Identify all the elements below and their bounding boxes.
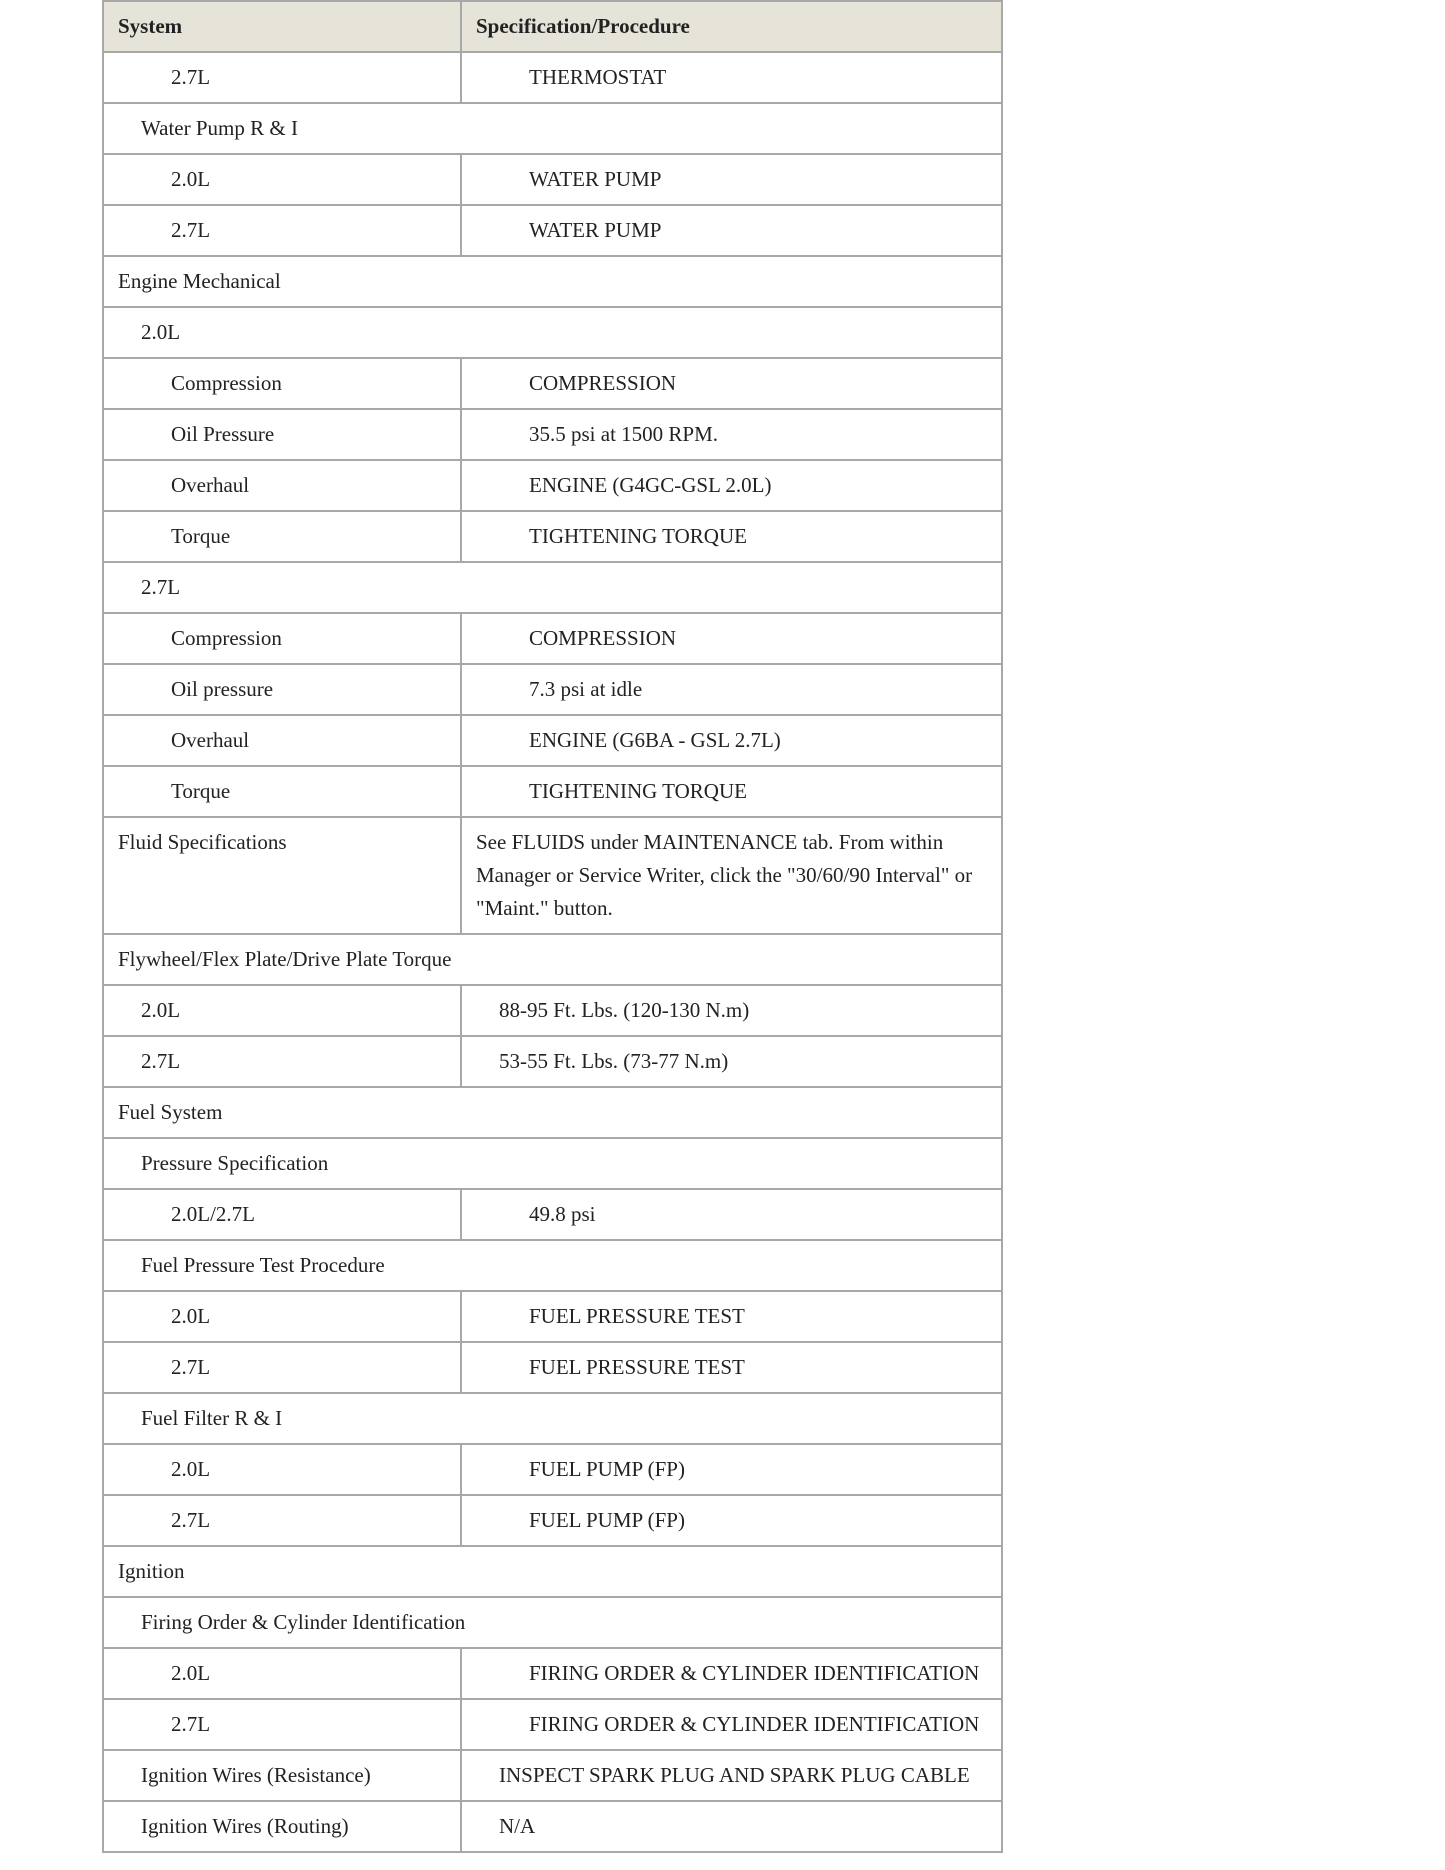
- specification-cell[interactable]: TIGHTENING TORQUE: [461, 766, 1002, 817]
- section-label: Flywheel/Flex Plate/Drive Plate Torque: [103, 934, 1002, 985]
- specification-cell[interactable]: ENGINE (G6BA - GSL 2.7L): [461, 715, 1002, 766]
- system-cell: Oil Pressure: [103, 409, 461, 460]
- column-header-system: System: [103, 1, 461, 52]
- specification-cell[interactable]: FUEL PRESSURE TEST: [461, 1291, 1002, 1342]
- specification-cell: 53-55 Ft. Lbs. (73-77 N.m): [461, 1036, 1002, 1087]
- section-label: Fuel System: [103, 1087, 1002, 1138]
- specification-cell[interactable]: WATER PUMP: [461, 154, 1002, 205]
- specification-cell[interactable]: FUEL PUMP (FP): [461, 1444, 1002, 1495]
- table-row: [103, 613, 1002, 664]
- table-section-row: [103, 562, 1002, 613]
- specification-cell: 88-95 Ft. Lbs. (120-130 N.m): [461, 985, 1002, 1036]
- table-row: [103, 766, 1002, 817]
- table-section-row: [103, 1597, 1002, 1648]
- section-label: Pressure Specification: [103, 1138, 1002, 1189]
- section-label: Ignition: [103, 1546, 1002, 1597]
- table-body: [103, 52, 1002, 1852]
- specification-cell[interactable]: COMPRESSION: [461, 613, 1002, 664]
- table-row: [103, 1495, 1002, 1546]
- specification-cell[interactable]: FIRING ORDER & CYLINDER IDENTIFICATION: [461, 1648, 1002, 1699]
- system-cell: 2.7L: [103, 205, 461, 256]
- system-cell: 2.0L: [103, 1291, 461, 1342]
- table-section-row: [103, 256, 1002, 307]
- system-cell: Oil pressure: [103, 664, 461, 715]
- table-section-row: [103, 1240, 1002, 1291]
- system-cell: 2.7L: [103, 52, 461, 103]
- section-label: Water Pump R & I: [103, 103, 1002, 154]
- table-row: [103, 715, 1002, 766]
- specification-cell[interactable]: THERMOSTAT: [461, 52, 1002, 103]
- system-cell: 2.0L/2.7L: [103, 1189, 461, 1240]
- table-row: [103, 1801, 1002, 1852]
- section-label: 2.0L: [103, 307, 1002, 358]
- table-row: [103, 985, 1002, 1036]
- table-section-row: [103, 1546, 1002, 1597]
- table-row: [103, 460, 1002, 511]
- table-row: [103, 1444, 1002, 1495]
- specification-cell[interactable]: WATER PUMP: [461, 205, 1002, 256]
- table-row: [103, 1189, 1002, 1240]
- table-header-row: [103, 1, 1002, 52]
- table-section-row: [103, 307, 1002, 358]
- specification-cell[interactable]: FUEL PUMP (FP): [461, 1495, 1002, 1546]
- section-label: Fuel Filter R & I: [103, 1393, 1002, 1444]
- specification-cell[interactable]: FUEL PRESSURE TEST: [461, 1342, 1002, 1393]
- system-cell: Ignition Wires (Resistance): [103, 1750, 461, 1801]
- table-section-row: [103, 1138, 1002, 1189]
- system-cell: Ignition Wires (Routing): [103, 1801, 461, 1852]
- specification-cell: 7.3 psi at idle: [461, 664, 1002, 715]
- table-row: [103, 817, 1002, 934]
- table-row: [103, 409, 1002, 460]
- system-cell: 2.7L: [103, 1699, 461, 1750]
- table-section-row: [103, 1087, 1002, 1138]
- specification-cell: See FLUIDS under MAINTENANCE tab. From within Manager or Service Writer, click the "30/60/90 Interval" or "Maint." button.: [461, 817, 1002, 934]
- table-row: [103, 1699, 1002, 1750]
- table-row: [103, 358, 1002, 409]
- table-row: [103, 52, 1002, 103]
- specification-cell[interactable]: COMPRESSION: [461, 358, 1002, 409]
- system-cell: 2.0L: [103, 1648, 461, 1699]
- system-cell: Compression: [103, 358, 461, 409]
- system-cell: 2.0L: [103, 154, 461, 205]
- table-row: [103, 1750, 1002, 1801]
- system-cell: Compression: [103, 613, 461, 664]
- system-cell: 2.0L: [103, 1444, 461, 1495]
- specification-cell[interactable]: INSPECT SPARK PLUG AND SPARK PLUG CABLE: [461, 1750, 1002, 1801]
- section-label: Fuel Pressure Test Procedure: [103, 1240, 1002, 1291]
- specification-cell[interactable]: FIRING ORDER & CYLINDER IDENTIFICATION: [461, 1699, 1002, 1750]
- specification-cell: 35.5 psi at 1500 RPM.: [461, 409, 1002, 460]
- table-row: [103, 1648, 1002, 1699]
- system-cell: 2.0L: [103, 985, 461, 1036]
- system-cell: Torque: [103, 766, 461, 817]
- specification-cell[interactable]: TIGHTENING TORQUE: [461, 511, 1002, 562]
- system-cell: 2.7L: [103, 1036, 461, 1087]
- specification-cell[interactable]: ENGINE (G4GC-GSL 2.0L): [461, 460, 1002, 511]
- system-cell: Overhaul: [103, 715, 461, 766]
- system-cell: Fluid Specifications: [103, 817, 461, 934]
- table-row: [103, 1291, 1002, 1342]
- table-section-row: [103, 103, 1002, 154]
- table-row: [103, 1342, 1002, 1393]
- table-row: [103, 1036, 1002, 1087]
- system-cell: Overhaul: [103, 460, 461, 511]
- table-row: [103, 205, 1002, 256]
- column-header-specification: Specification/Procedure: [461, 1, 1002, 52]
- system-cell: 2.7L: [103, 1495, 461, 1546]
- specification-cell: N/A: [461, 1801, 1002, 1852]
- section-label: Engine Mechanical: [103, 256, 1002, 307]
- table-row: [103, 511, 1002, 562]
- system-cell: 2.7L: [103, 1342, 461, 1393]
- system-cell: Torque: [103, 511, 461, 562]
- specification-cell: 49.8 psi: [461, 1189, 1002, 1240]
- section-label: 2.7L: [103, 562, 1002, 613]
- table-row: [103, 664, 1002, 715]
- section-label: Firing Order & Cylinder Identification: [103, 1597, 1002, 1648]
- specification-table: [102, 0, 1003, 1853]
- table-section-row: [103, 934, 1002, 985]
- table-section-row: [103, 1393, 1002, 1444]
- table-row: [103, 154, 1002, 205]
